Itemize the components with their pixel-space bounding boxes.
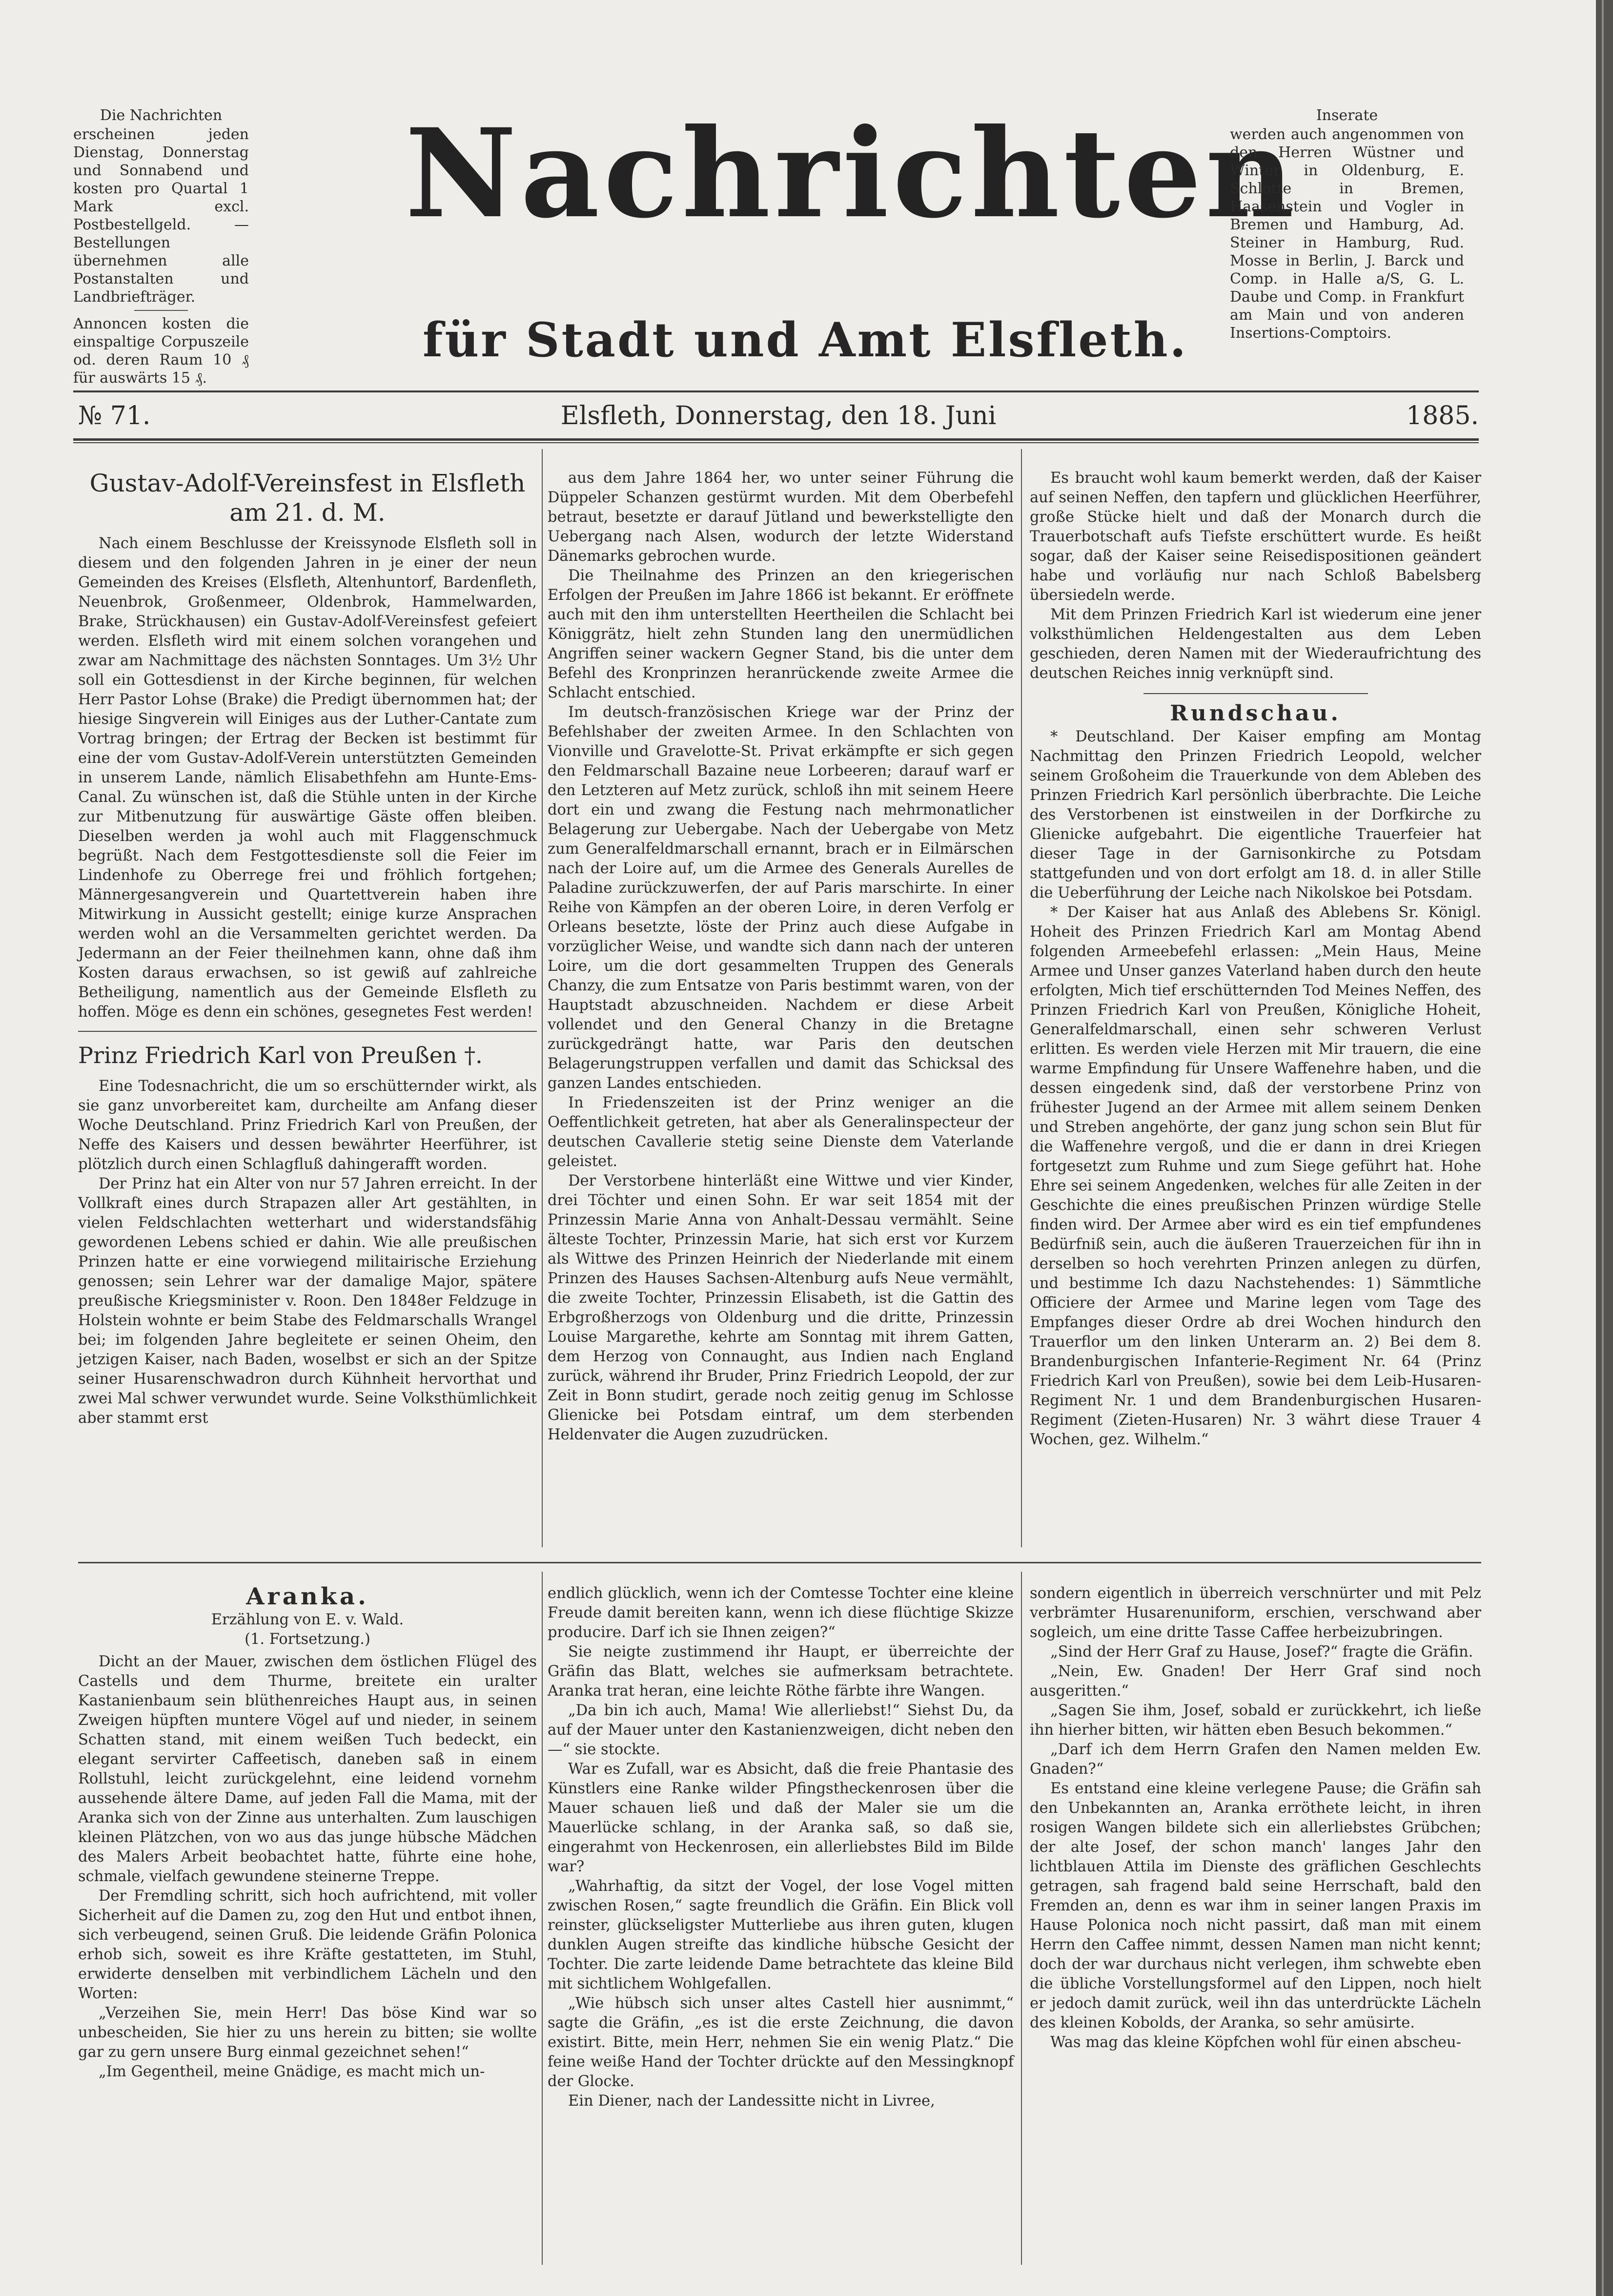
book-edge-highlight [1602,0,1604,2296]
article-paragraph: aus dem Jahre 1864 her, wo unter seiner Führung die Düppeler Schanzen gestürmt wurden. Mit dem Oberbefehl betraut, besetzte er darauf Jütland und bewerkstelligte den Uebergang nach Alsen, wodurch der letzte Widerstand Dänemarks gebrochen wurde. [548,470,1014,565]
story-paragraph: Es entstand eine kleine verlegene Pause; die Gräfin sah den Unbekannten an, Aranka erröthete leicht, in ihren rosigen Wangen bildete sich ein allerliebstes Grübchen; der alte Josef, der schon manch' langes Jahr den lichtblauen Attila im Dienste des gräflichen Geschlechts getragen, sah fragend bald seine Herrschaft, bald den Fremden an, denn es war ihm in seiner langen Praxis im Hause Polonica noch nicht passirt, daß man mit einem Herrn den Caffee nimmt, dessen Namen man nicht kennt; doch der war durchaus nicht verlegen, ihm schwebte eben die übliche Vorstellungsformel auf den Lippen, noch hielt er jedoch damit zurück, weil ihn das unterdrückte Lächeln des kleinen Kobolds, der Aranka, so sehr amüsirte. [1030,1780,1481,2031]
subscription-info-body: erscheinen jeden Dienstag, Donnerstag und Sonnabend und kosten pro Quartal 1 Mark excl. Postbestellgeld. — Bestellungen übernehmen alle Postanstalten und Landbriefträger. [73,126,249,306]
story-paragraph: Dicht an der Mauer, zwischen dem östlichen Flügel des Castells und dem Thurme, breitete ein uralter Kastanienbaum sein blüthenreiches Haupt aus, in seinen Zweigen hüpften muntere Vögel auf und nieder, in seinem Schatten stand, mit einem weißen Tuch bedeckt, ein elegant servirter Caffeetisch, daneben saß in einem Rollstuhl, leicht zurückgelehnt, eine leidend vornehm aussehende ältere Dame, auf jeden Fall die Mama, mit der Aranka sich von der Zinne aus unterhalten. Zum lauschigen kleinen Plätzchen, von wo aus das junge hübsche Mädchen des Malers Arbeit beobachtet hatte, führte eine hohe, schmale, vielfach gewundene steinerne Treppe. [78,1653,537,1885]
article-headline-prinz: Prinz Friedrich Karl von Preußen †. [78,1042,483,1068]
story-part: (1. Fortsetzung.) [245,1631,370,1648]
masthead-subtitle: für Stadt und Amt Elsfleth. [423,312,1188,368]
article-paragraph: Im deutsch-französischen Kriege war der Prinz der Befehlshaber der zweiten Armee. In den Schlachten von Vionville und Gravelotte-St. Privat erkämpfte er sich gegen den Feldmarschall Bazaine neue Lorbeeren; darauf warf er den Letzteren auf Metz zurück, schloß ihn mit seinem Heere dort ein und zwang die Festung nach mehrmonatlicher Belagerung zur Uebergabe. Nach der Uebergabe von Metz zum Generalfeldmarschall ernannt, brach er in Eilmärschen nach der Loire auf, um die Armee des Generals Aurelles de Paladine zurückzuwerfen, der auf Paris marschirte. In einer Reihe von Kämpfen an der oberen Loire, in deren Verfolg er Orleans besetzte, löste der Prinz auch diese Aufgabe in vorzüglicher Weise, und wandte sich dann nach der unteren Loire, um die dort gesammelten Truppen des Generals Chanzy, die zum Entsatze von Paris bestimmt waren, von der Hauptstadt abzuschneiden. Nachdem er diese Arbeit vollendet und den General Chanzy in die Bretagne zurückgedrängt hatte, war Paris den deutschen Belagerungstruppen verfallen und damit das Schicksal des ganzen Landes entschieden. [548,704,1014,1092]
article-paragraph: Der Prinz hat ein Alter von nur 57 Jahren erreicht. In der Vollkraft eines durch Strapazen aller Art gestählten, in vielen Feldschlachten wetterhart und widerstandsfähig gewordenen Lebens schied er dahin. Wie alle preußischen Prinzen hatte er eine vorwiegend militairische Erziehung genossen; sein Lehrer war der damalige Major, spätere preußische Kriegsminister v. Roon. Den 1848er Feldzuge in Holstein wohnte er beim Stabe des Feldmarschalls Wrangel bei; im folgenden Jahre begleitete er seinen Oheim, den jetzigen Kaiser, nach Baden, woselbst er sich an der Spitze seiner Husarenschwadron durch Kühnheit hervorthat und zwei Mal schwer verwundet wurde. Seine Volksthümlichkeit aber stammt erst [78,1175,537,1427]
story-paragraph: „Nein, Ew. Gnaden! Der Herr Graf sind noch ausgeritten.“ [1030,1663,1481,1700]
article-paragraph: * Deutschland. Der Kaiser empfing am Montag Nachmittag den Prinzen Friedrich Leopold, welcher seinem Großoheim die Trauerkunde von dem Ableben des Prinzen Friedrich Karl persönlich überbrachte. Die Leiche des Verstorbenen ist einstweilen in der Dorfkirche zu Glienicke aufgebahrt. Die eigentliche Trauerfeier hat dieser Tage in der Garnisonkirche zu Potsdam stattgefunden und von dort erfolgt am 18. d. in aller Stille die Ueberführung der Leiche nach Nikolskoe bei Potsdam. [1030,728,1481,902]
story-paragraph: „Wie hübsch sich unser altes Castell hier ausnimmt,“ sagte die Gräfin, „es ist die erste Zeichnung, die davon existirt. Bitte, mein Herr, nehmen Sie ein wenig Platz.“ Die feine weiße Hand der Tochter drückte auf den Messingknopf der Glocke. [548,1995,1014,2090]
subscription-info-divider [134,310,188,311]
dateline [78,401,1479,435]
story-paragraph: sondern eigentlich in überreich verschnürter und mit Pelz verbrämter Husarenuniform, erschien, verschwand aber sogleich, um eine dritte Tasse Caffee herbeizubringen. [1030,1585,1481,1641]
article-paragraph: In Friedenszeiten ist der Prinz weniger an die Oeffentlichkeit getreten, hat aber als Generalinspecteur der deutschen Cavallerie stetig seine Dienste dem Vaterlande geleistet. [548,1094,1014,1170]
column-divider [1021,1572,1022,2265]
subscription-info-title: Die Nachrichten [100,107,223,124]
story-paragraph: War es Zufall, war es Absicht, daß die freie Phantasie des Künstlers eine Ranke wilder Pfingstheckenrosen über die Mauer schauen ließ und daß der Maler sie um die Mauerlücke schlang, in der Aranka saß, so daß sie, eingerahmt von Heckenrosen, ein allerliebstes Bild im Bilde war? [548,1761,1014,1875]
advertising-info-body: werden auch angenommen von den Herren Wüstner und Winter in Oldenburg, E. Schlotte in Bremen, Haasenstein und Vogler in Bremen und Hamburg, Ad. Steiner in Hamburg, Rud. Mosse in Berlin, J. Barck und Comp. in Halle a/S, G. L. Daube und Comp. in Frankfurt am Main und von anderen Insertions-Comptoirs. [1230,126,1464,342]
article-column-1 [78,469,537,1428]
article-column-3 [1030,469,1481,1450]
article-paragraph: Mit dem Prinzen Friedrich Karl ist wiederum eine jener volksthümlichen Heldengestalten aus dem Leben geschieden, deren Namen mit der Wiederaufrichtung des deutschen Reiches innig verknüpft sind. [1030,606,1481,682]
ad-rate-info: Annoncen kosten die einspaltige Corpuszeile od. deren Raum 10 ₰ für auswärts 15 ₰. [73,315,249,387]
feuilleton-rule [78,1562,1481,1563]
masthead-title: Nachrichten [405,102,1298,245]
issue-date: Elsfleth, Donnerstag, den 18. Juni [560,401,997,430]
dateline-rule [73,438,1479,441]
advertising-info [1230,106,1464,342]
article-divider [1143,693,1368,694]
story-paragraph: endlich glücklich, wenn ich der Comtesse Tochter eine kleine Freude damit bereiten kann, wenn ich diese flüchtige Skizze producire. Darf ich sie Ihnen zeigen?“ [548,1585,1014,1641]
feuilleton-column-1 [78,1584,537,2082]
story-paragraph: Ein Diener, nach der Landessitte nicht in Livree, [568,2092,935,2110]
story-paragraph: „Darf ich dem Herrn Grafen den Namen melden Ew. Gnaden?“ [1030,1741,1481,1778]
column-divider [542,449,543,1547]
story-paragraph: „Da bin ich auch, Mama! Wie allerliebst!“ Siehst Du, da auf der Mauer unter den Kastanienzweigen, dicht neben den —“ sie stockte. [548,1702,1014,1758]
article-paragraph: Nach einem Beschlusse der Kreissynode Elsfleth soll in diesem und den folgenden Jahren in je einer der neun Gemeinden des Kreises (Elsfleth, Altenhuntorf, Bardenfleth, Neuenbrok, Großenmeer, Oldenbrok, Hammelwarden, Brake, Strückhausen) ein Gustav-Adolf-Vereinsfest gefeiert werden. Elsfleth wird mit einem solchen vorangehen und zwar am Nachmittage des nächsten Sonntages. Um 3½ Uhr soll ein Gottesdienst in der Kirche beginnen, für welchen Herr Pastor Lohse (Brake) die Predigt übernommen hat; der hiesige Singverein will Einiges aus der Luther-Cantate zum Vortrag bringen; der Ertrag der Becken ist bestimmt für eine der vom Gustav-Adolf-Verein unterstützten Gemeinden in unserem Lande, nämlich Elisabethfehn am Hunte-Ems-Canal. Zu wünschen ist, daß die Stühle unten in der Kirche zur Mitbenutzung für auswärtige Gäste offen bleiben. Dieselben werden ja wohl auch mit Flaggenschmuck begrüßt. Nach dem Festgottesdienste soll die Feier im Lindenhofe zu Oberrege frei und fröhlich fortgehen; Männergesangverein und Quartettverein haben ihre Mitwirkung in Aussicht gestellt; einige kurze Ansprachen werden wohl an die Versammelten gerichtet werden. Da Jedermann an der Feier theilnehmen kann, ohne daß ihm Kosten daraus erwachsen, so ist gewiß auf zahlreiche Betheiligung, namentlich aus der Gemeinde Elsfleth zu hoffen. Möge es denn ein schönes, gesegnetes Fest werden! [78,535,537,1021]
book-edge [1596,0,1613,2296]
article-paragraph: Der Verstorbene hinterläßt eine Wittwe und vier Kinder, drei Töchter und einen Sohn. Er war seit 1854 mit der Prinzessin Marie Anna von Anhalt-Dessau vermählt. Seine älteste Tochter, Prinzessin Marie, hat sich erst vor Kurzem als Wittwe des Prinzen Heinrich der Niederlande mit einem Prinzen des Hauses Sachsen-Altenburg aufs Neue vermählt, die zweite Tochter, Prinzessin Elisabeth, ist die Gattin des Erbgroßherzogs von Oldenburg und die dritte, Prinzessin Louise Margarethe, kehrte am Sonntag mit ihrem Gatten, dem Herzog von Connaught, aus Indien nach England zurück, während ihr Bruder, Prinz Friedrich Leopold, der zur Zeit in Bonn studirt, gerade noch zeitig genug im Schlosse Glienicke bei Potsdam eintraf, um dem sterbenden Heldenvater die Augen zuzudrücken. [548,1172,1014,1443]
article-paragraph: Eine Todesnachricht, die um so erschütternder wirkt, als sie ganz unvorbereitet kam, durcheilte am Anfang dieser Woche Deutschland. Prinz Friedrich Karl von Preußen, der Neffe des Kaisers und dessen bewährter Heerführer, ist plötzlich durch einen Schlagfluß dahingerafft worden. [78,1078,537,1173]
masthead-rule [73,390,1479,392]
story-title: Aranka. [246,1583,369,1610]
story-paragraph: „Wahrhaftig, da sitzt der Vogel, der lose Vogel mitten zwischen Rosen,“ sagte freundlich die Gräfin. Ein Blick voll reinster, glückseligster Mutterliebe aus ihren guten, klugen dunklen Augen streifte das kindliche hübsche Gesicht der Tochter. Die zarte leidende Dame betrachtete das kleine Bild mit sichtlichem Wohlgefallen. [548,1878,1014,1992]
article-paragraph: * Der Kaiser hat aus Anlaß des Ablebens Sr. Königl. Hoheit des Prinzen Friedrich Karl am Montag Abend folgenden Armeebefehl erlassen: „Mein Haus, Meine Armee und Unser ganzes Vaterland haben durch den heute erfolgten, Mich tief erschütternden Tod Meines Neffen, des Prinzen Friedrich Karl von Preußen, Königliche Hoheit, Generalfeldmarschall, einen sehr schweren Verlust erlitten. Es werden viele Herzen mit Mir trauern, die eine warme Empfindung für Unsere Waffenehre haben, und die dessen eingedenk sind, daß der verstorbene Prinz von frühester Jugend an der Armee mit allem seinem Denken und Streben angehörte, der ganz jung schon sein Blut für die Waffenehre vergoß, und die er dann in drei Kriegen fortgesetzt zum Ruhme und zum Siege geführt hat. Hohe Ehre sei seinem Angedenken, welches für alle Zeiten in der Geschichte die eines preußischen Prinzen würdige Stelle finden wird. Der Armee aber wird es ein tief empfundenes Bedürfniß sein, auch die äußeren Trauerzeichen für ihn in derselben so hoch verehrten Prinzen anlegen zu dürfen, und bestimme Ich dazu Nachstehendes: 1) Sämmtliche Officiere der Armee und Marine legen vom Tage des Empfanges dieser Ordre ab drei Wochen hindurch den Trauerflor um den linken Unterarm an. 2) Bei dem 8. Brandenburgischen Infanterie-Regiment Nr. 64 (Prinz Friedrich Karl von Preußen), sowie bei dem Leib-Husaren-Regiment Nr. 1 und dem Brandenburgischen Husaren-Regiment (Zieten-Husaren) Nr. 3 währt diese Trauer 4 Wochen, gez. Wilhelm.“ [1030,904,1481,1448]
article-paragraph: Die Theilnahme des Prinzen an den kriegerischen Erfolgen der Preußen im Jahre 1866 ist bekannt. Er eröffnete auch mit den ihm unterstellten Heertheilen die Schlacht bei Königgrätz, hielt zehn Stunden lang den unermüdlichen Angriffen seiner wackern Gegner Stand, bis die unter dem Befehl des Kronprinzen heranrückende zweite Armee die Schlacht entschied. [548,567,1014,701]
column-divider [1021,449,1022,1547]
issue-number: № 71. [78,401,151,430]
article-headline-vereinsfest: Gustav-Adolf-Vereinsfest in Elsfleth am 21. d. M. [89,469,526,527]
story-paragraph: „Verzeihen Sie, mein Herr! Das böse Kind war so unbescheiden, Sie hier zu uns herein zu bitten; sie wollte gar zu gern unsere Burg einmal gezeichnet sehen!“ [78,2005,537,2061]
feuilleton-column-3 [1030,1584,1481,2052]
story-paragraph: Was mag das kleine Köpfchen wohl für einen abscheu- [1050,2034,1461,2051]
article-divider [78,1031,537,1032]
column-divider [542,1572,543,2265]
subscription-info [73,106,249,387]
story-paragraph: „Sagen Sie ihm, Josef, sobald er zurückkehrt, ich ließe ihn hierher bitten, wir hätten eben Besuch bekommen.“ [1030,1702,1481,1739]
story-byline: Erzählung von E. v. Wald. [211,1611,404,1628]
story-paragraph: „Sind der Herr Graf zu Hause, Josef?“ fragte die Gräfin. [1050,1643,1473,1660]
feuilleton-column-2 [548,1584,1014,2111]
advertising-info-title: Inserate [1316,107,1378,124]
article-column-2 [548,469,1014,1445]
issue-year: 1885. [1406,401,1479,430]
story-paragraph: Sie neigte zustimmend ihr Haupt, er überreichte der Gräfin das Blatt, welches sie aufmerksam betrachtete. Aranka trat heran, eine leichte Röthe färbte ihre Wangen. [548,1643,1014,1700]
rundschau-heading: Rundschau. [1170,701,1341,726]
story-paragraph: „Im Gegentheil, meine Gnädige, es macht mich un- [99,2063,485,2080]
article-paragraph: Es braucht wohl kaum bemerkt werden, daß der Kaiser auf seinen Neffen, den tapfern und glücklichen Heerführer, große Stücke hielt und daß der Monarch durch die Trauerbotschaft aufs Tiefste erschüttert wurde. Es heißt sogar, daß der Kaiser seine Reisedispositionen geändert habe und vorläufig nur nach Schloß Babelsberg übersiedeln werde. [1030,470,1481,604]
story-paragraph: Der Fremdling schritt, sich hoch aufrichtend, mit voller Sicherheit auf die Damen zu, zog den Hut und entbot ihnen, sich verbeugend, seinen Gruß. Die leidende Gräfin Polonica erhob sich, soweit es ihre Kräfte gestatteten, im Stuhl, erwiderte denselben mit verbindlichem Lächeln und den Worten: [78,1887,537,2002]
dateline-rule-thin [73,442,1479,443]
